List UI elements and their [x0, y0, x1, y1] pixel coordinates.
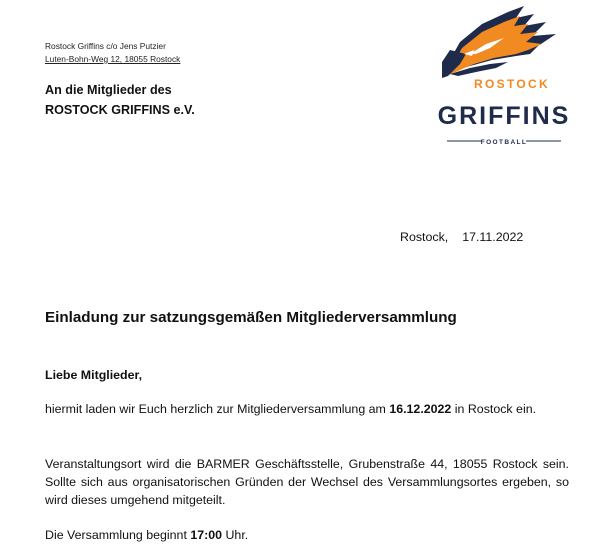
dateline-date: 17.11.2022 — [462, 230, 524, 244]
paragraph-venue: Veranstaltungsort wird die BARMER Geschäftsstelle, Grubenstraße 44, 18055 Rostock sein. Sollte sich aus organisatorischen Gründen der Wechsel des Versammlungsortes ergeben, so wird dieses umgehend mitgeteilt. — [45, 457, 569, 507]
sender-name: Rostock Griffins c/o Jens Putzier — [45, 41, 166, 51]
logo-rostock-text: ROSTOCK — [474, 77, 550, 91]
dateline-place: Rostock, — [400, 230, 449, 244]
start-time-text-start: Die Versammlung beginnt — [45, 528, 191, 542]
invitation-text-start: hiermit laden wir Euch herzlich zur Mitgliederversammlung am — [45, 402, 390, 416]
sender-street: Luten-Bohn-Weg 12, 18055 Rostock — [45, 54, 181, 64]
start-time-text-end: Uhr. — [222, 528, 249, 542]
griffins-logo — [420, 4, 570, 154]
recipient-address — [45, 80, 195, 120]
paragraph-start-time — [45, 526, 569, 544]
sender-address — [45, 40, 180, 66]
griffin-head-icon — [442, 6, 556, 78]
recipient-line-1: An die Mitglieder des — [45, 83, 172, 97]
letter-subject: Einladung zur satzungsgemäßen Mitgliederversammlung — [45, 309, 457, 326]
start-time: 17:00 — [190, 528, 223, 542]
meeting-date: 16.12.2022 — [389, 402, 452, 416]
logo-griffins-text: GRIFFINS — [437, 102, 570, 130]
letter-greeting: Liebe Mitglieder, — [45, 368, 143, 382]
paragraph-invitation — [45, 400, 569, 418]
recipient-line-2: ROSTOCK GRIFFINS e.V. — [45, 103, 195, 117]
invitation-text-end: in Rostock ein. — [451, 402, 537, 416]
dateline — [400, 228, 523, 246]
logo-football-text: FOOTBALL — [480, 139, 528, 146]
